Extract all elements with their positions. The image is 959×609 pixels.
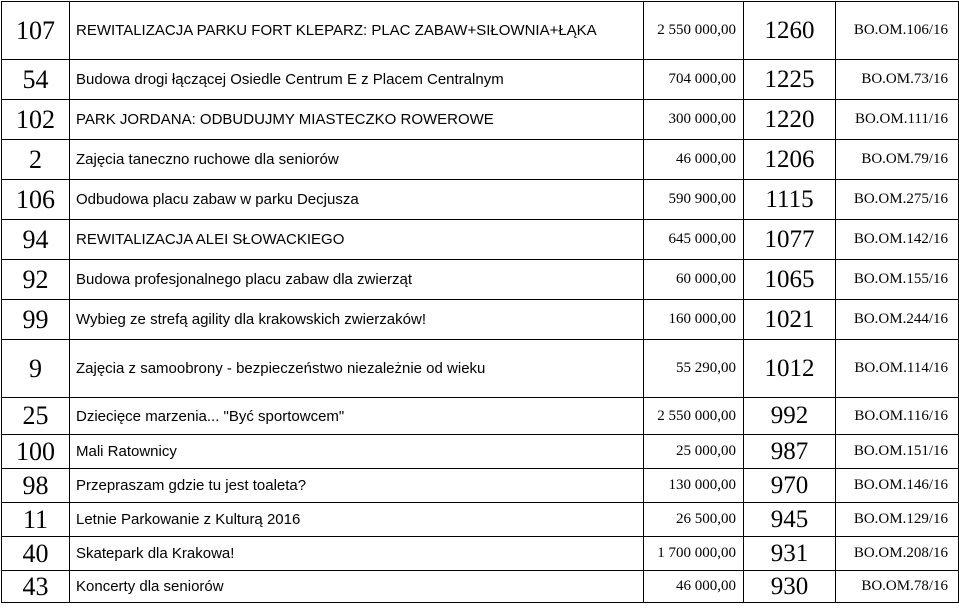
project-amount: 2 550 000,00 [644, 398, 744, 435]
table-row [2, 435, 959, 469]
project-votes: 1225 [744, 60, 836, 100]
project-name: Letnie Parkowanie z Kulturą 2016 [70, 503, 644, 537]
project-name: Przepraszam gdzie tu jest toaleta? [70, 469, 644, 503]
project-name: Wybieg ze strefą agility dla krakowskich zwierzaków! [70, 300, 644, 340]
project-votes: 1012 [744, 340, 836, 398]
project-votes: 930 [744, 571, 836, 603]
project-number: 100 [2, 435, 70, 469]
results-table [1, 1, 959, 603]
table-row [2, 140, 959, 180]
project-amount: 46 000,00 [644, 571, 744, 603]
table-row [2, 340, 959, 398]
project-name: REWITALIZACJA PARKU FORT KLEPARZ: PLAC ZABAW+SIŁOWNIA+ŁĄKA [70, 2, 644, 60]
project-name: PARK JORDANA: ODBUDUJMY MIASTECZKO ROWEROWE [70, 100, 644, 140]
project-amount: 590 900,00 [644, 180, 744, 220]
project-name: Mali Ratownicy [70, 435, 644, 469]
table-row [2, 469, 959, 503]
table-row [2, 398, 959, 435]
table-row [2, 537, 959, 571]
project-amount: 300 000,00 [644, 100, 744, 140]
project-votes: 931 [744, 537, 836, 571]
project-number: 43 [2, 571, 70, 603]
table-row [2, 571, 959, 603]
project-amount: 60 000,00 [644, 260, 744, 300]
project-amount: 645 000,00 [644, 220, 744, 260]
project-votes: 1220 [744, 100, 836, 140]
project-amount: 55 290,00 [644, 340, 744, 398]
project-code: BO.OM.208/16 [836, 537, 959, 571]
project-name: Skatepark dla Krakowa! [70, 537, 644, 571]
project-number: 25 [2, 398, 70, 435]
project-votes: 945 [744, 503, 836, 537]
project-votes: 987 [744, 435, 836, 469]
project-code: BO.OM.78/16 [836, 571, 959, 603]
project-amount: 25 000,00 [644, 435, 744, 469]
project-number: 54 [2, 60, 70, 100]
project-code: BO.OM.129/16 [836, 503, 959, 537]
project-number: 107 [2, 2, 70, 60]
project-votes: 1260 [744, 2, 836, 60]
table-row [2, 60, 959, 100]
project-amount: 1 700 000,00 [644, 537, 744, 571]
project-code: BO.OM.111/16 [836, 100, 959, 140]
project-code: BO.OM.151/16 [836, 435, 959, 469]
project-code: BO.OM.106/16 [836, 2, 959, 60]
project-number: 99 [2, 300, 70, 340]
project-number: 102 [2, 100, 70, 140]
project-amount: 26 500,00 [644, 503, 744, 537]
project-number: 9 [2, 340, 70, 398]
table-row [2, 220, 959, 260]
project-name: REWITALIZACJA ALEI SŁOWACKIEGO [70, 220, 644, 260]
project-amount: 160 000,00 [644, 300, 744, 340]
project-name: Zajęcia z samoobrony - bezpieczeństwo niezależnie od wieku [70, 340, 644, 398]
project-name: Budowa profesjonalnego placu zabaw dla zwierząt [70, 260, 644, 300]
project-name: Budowa drogi łączącej Osiedle Centrum E z Placem Centralnym [70, 60, 644, 100]
project-votes: 1021 [744, 300, 836, 340]
project-amount: 130 000,00 [644, 469, 744, 503]
project-name: Odbudowa placu zabaw w parku Decjusza [70, 180, 644, 220]
project-name: Dziecięce marzenia... "Być sportowcem" [70, 398, 644, 435]
project-code: BO.OM.275/16 [836, 180, 959, 220]
project-votes: 1206 [744, 140, 836, 180]
project-number: 92 [2, 260, 70, 300]
project-amount: 704 000,00 [644, 60, 744, 100]
project-number: 11 [2, 503, 70, 537]
table-row [2, 100, 959, 140]
project-code: BO.OM.146/16 [836, 469, 959, 503]
project-name: Koncerty dla seniorów [70, 571, 644, 603]
table-row [2, 260, 959, 300]
project-code: BO.OM.244/16 [836, 300, 959, 340]
table-row [2, 503, 959, 537]
project-code: BO.OM.73/16 [836, 60, 959, 100]
project-code: BO.OM.116/16 [836, 398, 959, 435]
project-code: BO.OM.142/16 [836, 220, 959, 260]
project-votes: 1065 [744, 260, 836, 300]
project-code: BO.OM.155/16 [836, 260, 959, 300]
project-code: BO.OM.114/16 [836, 340, 959, 398]
project-amount: 46 000,00 [644, 140, 744, 180]
table-row [2, 300, 959, 340]
project-amount: 2 550 000,00 [644, 2, 744, 60]
table-row [2, 180, 959, 220]
project-votes: 992 [744, 398, 836, 435]
table-row [2, 2, 959, 60]
project-code: BO.OM.79/16 [836, 140, 959, 180]
project-number: 106 [2, 180, 70, 220]
project-number: 40 [2, 537, 70, 571]
project-votes: 970 [744, 469, 836, 503]
project-name: Zajęcia taneczno ruchowe dla seniorów [70, 140, 644, 180]
project-number: 98 [2, 469, 70, 503]
project-number: 94 [2, 220, 70, 260]
project-votes: 1077 [744, 220, 836, 260]
project-votes: 1115 [744, 180, 836, 220]
project-number: 2 [2, 140, 70, 180]
